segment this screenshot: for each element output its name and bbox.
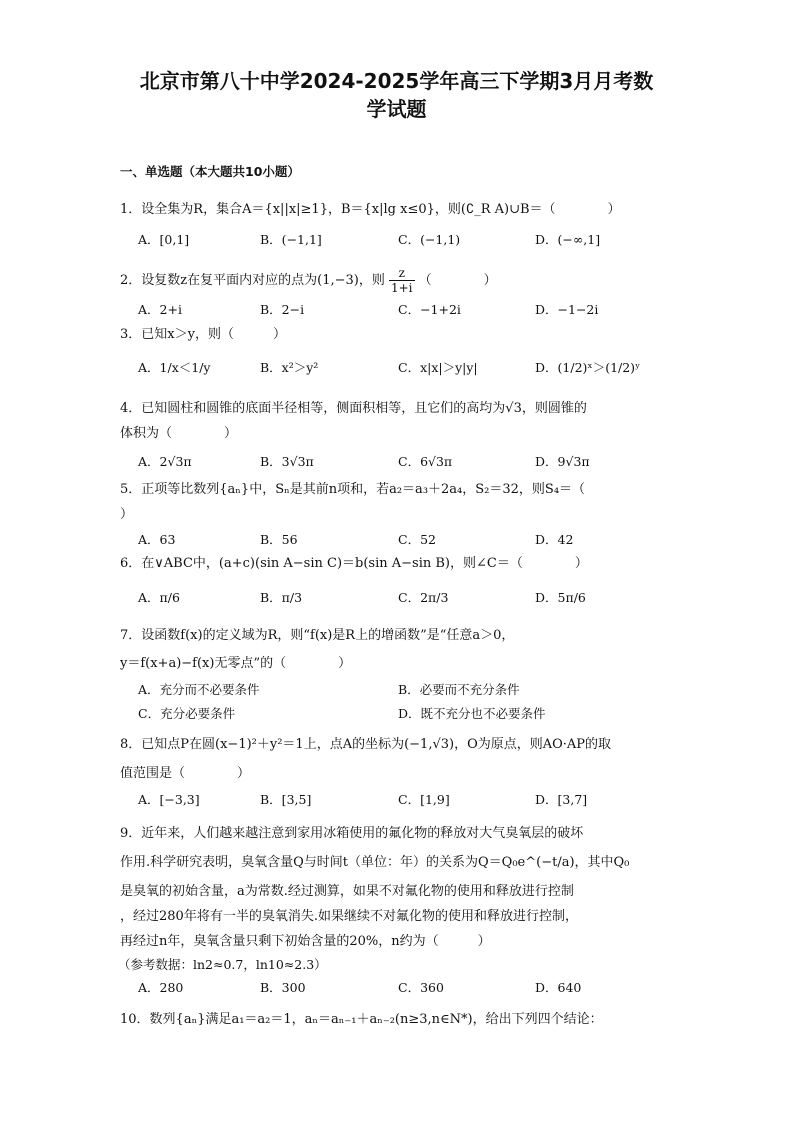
q6-option-a: A．π/6 (138, 590, 180, 605)
question-1 (120, 198, 680, 217)
q8-option-b: B．[3,5] (260, 792, 312, 807)
q3-option-b: B．x²＞y² (260, 360, 319, 375)
question-stem: 已知点P在圆(x−1)²＋y²＝1上，点A的坐标为(−1,√3)，O为原点，则AO·AP的取 (141, 737, 612, 752)
fraction-numerator: z (389, 266, 415, 281)
q9-option-d: D．640 (535, 980, 582, 995)
question-number: 5． (120, 482, 142, 497)
question-stem: 已知圆柱和圆锥的底面半径相等，侧面积相等，且它们的高均为√3，则圆锥的 (141, 401, 587, 416)
q5-option-c: C．52 (398, 532, 436, 547)
q1-option-d: D．(−∞,1] (535, 232, 601, 247)
q8-option-c: C．[1,9] (398, 792, 450, 807)
q7-option-b: B．必要而不充分条件 (398, 682, 520, 697)
q7-option-c: C．充分必要条件 (138, 706, 236, 721)
question-stem: 设全集为R，集合A＝{x||x|≥1}，B＝{x|lg x≤0}，则(∁_R A)∪B＝（ ） (141, 202, 621, 217)
section-heading: 一、单选题（本大题共10小题） (120, 164, 300, 179)
q5-option-b: B．56 (260, 532, 298, 547)
q3-option-a: A．1/x＜1/y (138, 360, 211, 375)
q2-option-a: A．2+i (138, 302, 182, 317)
question-stem: 已知x＞y，则（ ） (141, 327, 286, 342)
q3-option-c: C．x|x|＞y|y| (398, 360, 478, 375)
question-4-line2: 体积为（ ） (120, 426, 238, 441)
q7-option-d: D．既不充分也不必要条件 (398, 706, 546, 721)
question-9-line2: 作用.科学研究表明，臭氧含量Q与时间t（单位：年）的关系为Q＝Q₀e^(−t/a)，其中Q₀ (120, 855, 630, 870)
question-stem: 近年来，人们越来越注意到家用冰箱使用的氟化物的释放对大气臭氧层的破坏 (141, 826, 584, 841)
question-5 (120, 478, 680, 497)
question-5-line2: ） (120, 507, 134, 522)
question-3 (120, 323, 680, 342)
q4-option-a: A．2√3π (138, 454, 192, 469)
q4-option-c: C．6√3π (398, 454, 453, 469)
question-4 (120, 397, 680, 416)
question-stem: 在∨ABC中，(a+c)(sin A−sin C)＝b(sin A−sin B)，则∠C＝（ ） (141, 556, 588, 571)
question-9-line4: ，经过280年将有一半的臭氧消失.如果继续不对氟化物的使用和释放进行控制， (120, 909, 578, 924)
exam-title-line1: 北京市第八十中学2024-2025学年高三下学期3月月考数 (139, 69, 654, 93)
q5-option-a: A．63 (138, 532, 176, 547)
question-number: 10． (120, 1012, 150, 1027)
q2-option-d: D．−1−2i (535, 302, 599, 317)
question-stem-end: （ ） (418, 273, 497, 288)
exam-title-line2: 学试题 (366, 97, 427, 121)
q4-option-d: D．9√3π (535, 454, 590, 469)
q6-option-d: D．5π/6 (535, 590, 586, 605)
question-9 (120, 822, 680, 841)
question-number: 2． (120, 273, 142, 288)
question-9-line5: 再经过n年，臭氧含量只剩下初始含量的20%，n约为（ ） (120, 934, 491, 949)
q8-option-a: A．[−3,3] (138, 792, 200, 807)
question-7-line2: y＝f(x+a)−f(x)无零点”的（ ） (120, 656, 352, 671)
q1-option-a: A．[0,1] (138, 232, 190, 247)
question-number: 6． (120, 556, 142, 571)
q9-option-a: A．280 (138, 980, 184, 995)
fraction-denominator: 1+i (390, 281, 413, 295)
q2-option-b: B．2−i (260, 302, 305, 317)
q3-option-d: D．(1/2)ˣ＞(1/2)ʸ (535, 360, 641, 375)
q8-option-d: D．[3,7] (535, 792, 588, 807)
question-stem: 数列{aₙ}满足a₁＝a₂＝1，aₙ＝aₙ₋₁＋aₙ₋₂(n≥3,n∈N*)，给出下列四个结论： (149, 1012, 603, 1027)
q9-option-c: C．360 (398, 980, 444, 995)
question-stem: 正项等比数列{aₙ}中，Sₙ是其前n项和，若a₂＝a₃＋2a₄，S₂＝32，则S₄＝（ (141, 482, 586, 497)
question-8-line2: 值范围是（ ） (120, 766, 251, 781)
fraction (389, 266, 415, 295)
q6-option-c: C．2π/3 (398, 590, 449, 605)
question-9-line3: 是臭氧的初始含量，a为常数.经过测算，如果不对氟化物的使用和释放进行控制 (120, 884, 574, 899)
q6-option-b: B．π/3 (260, 590, 303, 605)
q9-option-b: B．300 (260, 980, 306, 995)
question-number: 9． (120, 826, 142, 841)
question-stem: 设复数z在复平面内对应的点为(1,−3)，则 (141, 273, 385, 288)
question-7 (120, 624, 680, 643)
q1-option-c: C．(−1,1) (398, 232, 461, 247)
question-number: 8． (120, 737, 142, 752)
question-6 (120, 552, 680, 571)
question-number: 3． (120, 327, 142, 342)
question-stem: 设函数f(x)的定义域为R，则“f(x)是R上的增函数”是“任意a＞0， (141, 628, 515, 643)
q2-option-c: C．−1+2i (398, 302, 461, 317)
question-10 (120, 1008, 680, 1027)
question-number: 4． (120, 401, 142, 416)
q4-option-b: B．3√3π (260, 454, 314, 469)
q1-option-b: B．(−1,1] (260, 232, 322, 247)
question-number: 7． (120, 628, 142, 643)
q5-option-d: D．42 (535, 532, 574, 547)
q7-option-a: A．充分而不必要条件 (138, 682, 260, 697)
question-number: 1． (120, 202, 142, 217)
question-2 (120, 266, 680, 295)
question-8 (120, 733, 680, 752)
question-9-note: （参考数据：ln2≈0.7，ln10≈2.3） (118, 957, 327, 972)
